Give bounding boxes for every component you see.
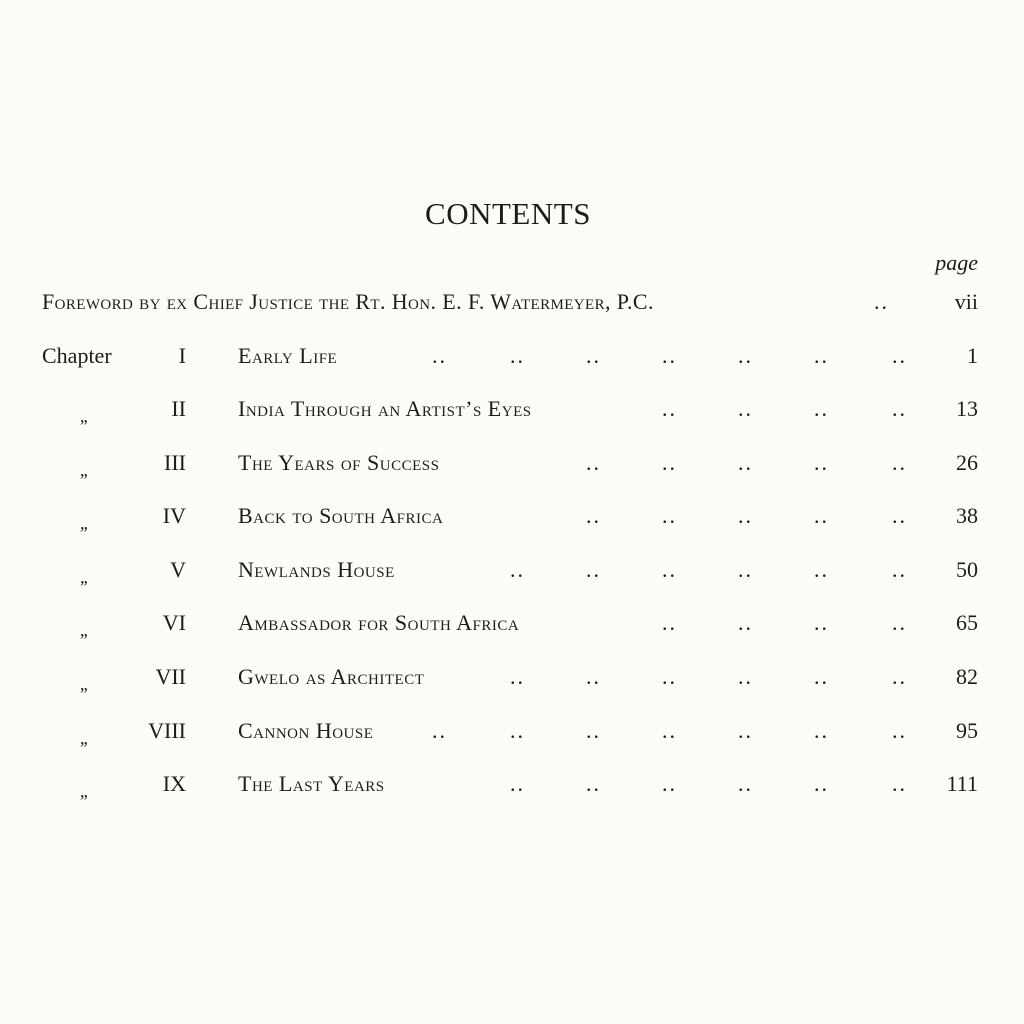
leader-dots: .. (662, 557, 677, 582)
ditto-mark: ,, (80, 674, 87, 694)
chapter-title: The Last Years (238, 771, 385, 796)
foreword-leader: .. (874, 289, 889, 314)
chapter-label: Chapter (42, 343, 112, 368)
ditto-mark: ,, (80, 567, 87, 587)
ditto-mark: ,, (80, 728, 87, 748)
leader-dots: .. (586, 771, 601, 796)
chapter-page-number: 13 (956, 396, 978, 421)
toc-row-chapter-4 (0, 503, 1024, 543)
leader-dots: .. (432, 718, 447, 743)
toc-row-chapter-5 (0, 557, 1024, 597)
chapter-title: Back to South Africa (238, 503, 444, 528)
chapter-title: The Years of Success (238, 450, 440, 475)
contents-heading: CONTENTS (425, 196, 591, 231)
chapter-number: VII (155, 664, 186, 689)
leader-dots: .. (738, 450, 753, 475)
leader-dots: .. (662, 343, 677, 368)
chapter-number: II (171, 396, 186, 421)
leader-dots: .. (738, 664, 753, 689)
leader-dots: .. (586, 557, 601, 582)
ditto-mark: ,, (80, 406, 87, 426)
chapter-title: Ambassador for South Africa (238, 610, 520, 635)
chapter-page-number: 82 (956, 664, 978, 689)
leader-dots: .. (814, 503, 829, 528)
leader-dots: .. (814, 610, 829, 635)
leader-dots: .. (510, 557, 525, 582)
leader-dots: .. (586, 503, 601, 528)
chapter-number: IX (162, 771, 186, 796)
leader-dots: .. (738, 503, 753, 528)
chapter-title: Early Life (238, 343, 338, 368)
chapter-title: Newlands House (238, 557, 395, 582)
leader-dots: .. (738, 610, 753, 635)
chapter-number: I (178, 343, 186, 368)
chapter-number: VI (162, 610, 186, 635)
leader-dots: .. (814, 396, 829, 421)
chapter-page-number: 95 (956, 718, 978, 743)
leader-dots: .. (586, 718, 601, 743)
toc-row-chapter-9 (0, 771, 1024, 811)
toc-row-chapter-6 (0, 610, 1024, 650)
leader-dots: .. (510, 343, 525, 368)
chapter-page-number: 1 (967, 343, 978, 368)
page-column-label: page (935, 250, 978, 275)
ditto-mark: ,, (80, 781, 87, 801)
leader-dots: .. (662, 396, 677, 421)
leader-dots: .. (892, 450, 907, 475)
chapter-page-number: 38 (956, 503, 978, 528)
leader-dots: .. (662, 771, 677, 796)
leader-dots: .. (814, 450, 829, 475)
chapter-page-number: 26 (956, 450, 978, 475)
chapter-page-number: 65 (956, 610, 978, 635)
chapter-title: Cannon House (238, 718, 374, 743)
leader-dots: .. (814, 664, 829, 689)
leader-dots: .. (892, 343, 907, 368)
chapter-page-number: 111 (946, 771, 978, 796)
toc-row-chapter-8 (0, 718, 1024, 758)
toc-row-chapter-7 (0, 664, 1024, 704)
leader-dots: .. (814, 343, 829, 368)
leader-dots: .. (662, 718, 677, 743)
leader-dots: .. (510, 664, 525, 689)
chapter-number: IV (162, 503, 186, 528)
ditto-mark: ,, (80, 513, 87, 533)
toc-row-chapter-3 (0, 450, 1024, 490)
ditto-mark: ,, (80, 460, 87, 480)
chapter-number: V (170, 557, 186, 582)
toc-row-chapter-1 (0, 343, 1024, 383)
leader-dots: .. (432, 343, 447, 368)
leader-dots: .. (586, 450, 601, 475)
leader-dots: .. (586, 664, 601, 689)
leader-dots: .. (510, 771, 525, 796)
chapter-title: Gwelo as Architect (238, 664, 425, 689)
leader-dots: .. (510, 718, 525, 743)
leader-dots: .. (814, 771, 829, 796)
leader-dots: .. (892, 718, 907, 743)
leader-dots: .. (892, 557, 907, 582)
toc-row-chapter-2 (0, 396, 1024, 436)
chapter-page-number: 50 (956, 557, 978, 582)
ditto-mark: ,, (80, 620, 87, 640)
leader-dots: .. (738, 343, 753, 368)
chapter-number: III (164, 450, 186, 475)
leader-dots: .. (814, 718, 829, 743)
chapter-number: VIII (148, 718, 186, 743)
leader-dots: .. (892, 610, 907, 635)
leader-dots: .. (662, 503, 677, 528)
leader-dots: .. (586, 343, 601, 368)
leader-dots: .. (662, 664, 677, 689)
chapter-title: India Through an Artist’s Eyes (238, 396, 532, 421)
leader-dots: .. (814, 557, 829, 582)
leader-dots: .. (892, 503, 907, 528)
leader-dots: .. (662, 450, 677, 475)
leader-dots: .. (738, 771, 753, 796)
leader-dots: .. (892, 396, 907, 421)
leader-dots: .. (892, 664, 907, 689)
leader-dots: .. (738, 557, 753, 582)
leader-dots: .. (738, 718, 753, 743)
leader-dots: .. (662, 610, 677, 635)
foreword-entry-title: Foreword by ex Chief Justice the Rt. Hon. E. F. Watermeyer, P.C. (42, 289, 654, 314)
foreword-page-number: vii (954, 289, 978, 314)
leader-dots: .. (738, 396, 753, 421)
leader-dots: .. (892, 771, 907, 796)
